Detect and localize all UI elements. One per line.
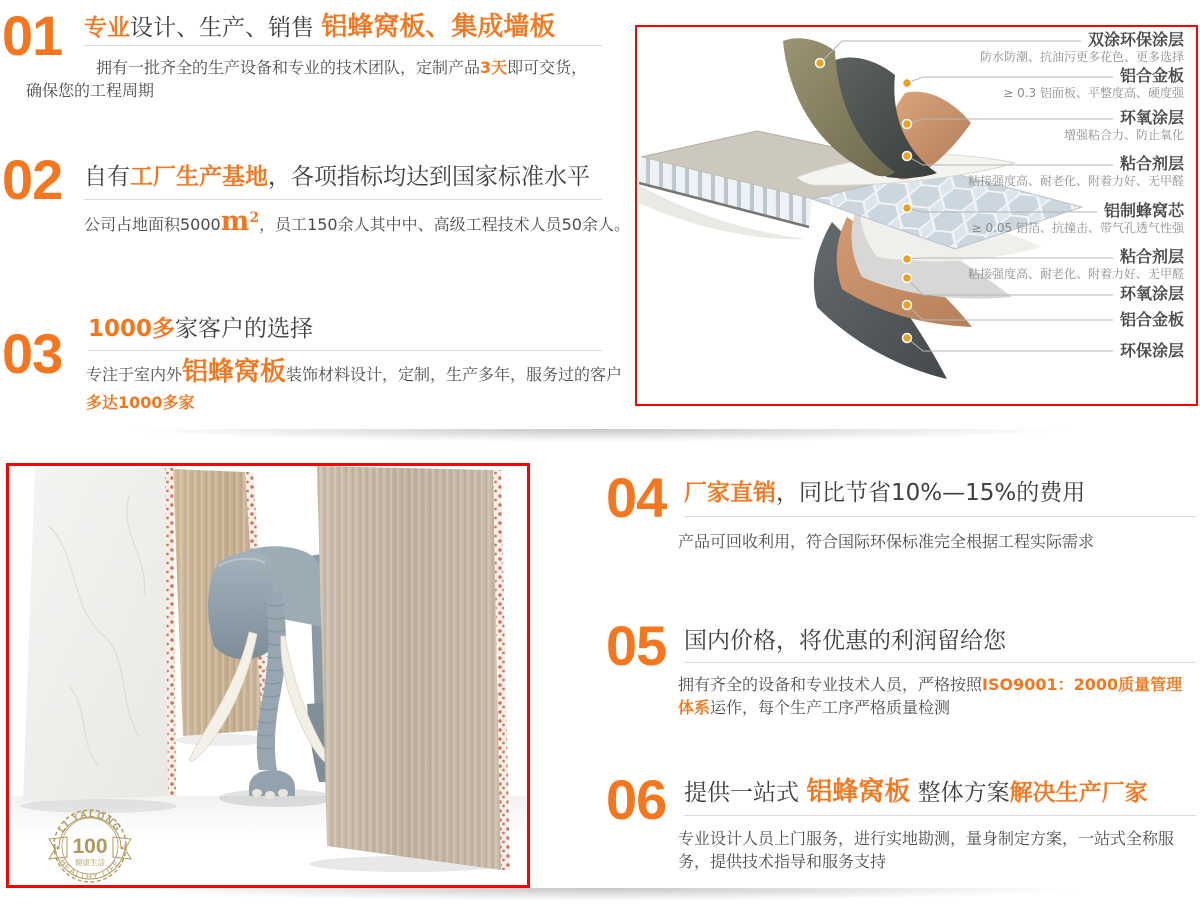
feature-body-01 (26, 56, 598, 102)
body-highlight: 3天 (480, 58, 508, 77)
feature-number-03: 03 (2, 322, 63, 385)
elephant-panels-photo (6, 463, 530, 888)
divider (684, 662, 1196, 663)
feature-title-04 (684, 478, 1085, 508)
layer-subtext: 粘接强度高、耐老化、附着力好、无甲醛 (967, 267, 1184, 281)
body-highlight: ISO9001：2000质量管理体系 (678, 675, 1183, 717)
feature-number-04: 04 (606, 466, 667, 529)
body-highlight: 多达1000多家 (86, 393, 195, 412)
layer-title: 铝合金板 (1119, 310, 1184, 329)
body-text: 产品可回收利用，符合国际环保标准完全根据工程实际需求 (678, 532, 1095, 551)
layer-title: 环氧涂层 (1119, 108, 1184, 127)
title-highlight-big: 铝蜂窝板 (806, 777, 911, 807)
layer-label-9 (1120, 342, 1184, 359)
feature-title-05 (684, 626, 1006, 656)
feature-title-06 (684, 777, 1148, 808)
layer-title: 环氧涂层 (1119, 284, 1184, 303)
layer-title: 铝制蜂窝芯 (1103, 201, 1184, 220)
feature-number-06: 06 (606, 768, 667, 831)
feature-title-01 (84, 12, 555, 43)
sqm-symbol: m (220, 206, 250, 237)
feature-number-02: 02 (2, 148, 63, 211)
title-text: ，各项指标均达到国家标准水平 (268, 164, 590, 190)
feature-number-01: 01 (2, 4, 63, 67)
title-highlight: 专业 (84, 15, 130, 41)
title-text: 自有 (84, 164, 130, 190)
body-text: 拥有一批齐全的生产设备和专业的技术团队，定制产品 (96, 58, 481, 77)
feature-title-02 (84, 162, 590, 192)
body-text: 专业设计人员上门服务，进行实地勘测，量身制定方案，一站式全称服务，提供技术指导和服务支持 (678, 829, 1175, 871)
divider (684, 815, 1196, 816)
sqm-exponent: 2 (249, 210, 260, 226)
layer-label-7 (1120, 285, 1184, 302)
layer-label-6 (968, 248, 1184, 282)
body-text: 装饰材料设计，定制，生产多年，服务过的客户 (286, 365, 623, 384)
layer-title: 铝合金板 (1119, 66, 1184, 85)
layer-label-4 (968, 155, 1184, 189)
divider (88, 350, 602, 351)
divider (84, 45, 602, 46)
feature-body-02 (84, 207, 630, 236)
badge-arc-bottom: HEALTHY LIFE (57, 857, 123, 882)
title-highlight: 厂家直销 (684, 480, 776, 506)
title-highlight: 工厂生产基地 (130, 164, 268, 190)
panel-layers-diagram (635, 25, 1198, 406)
title-highlight-big: 铝蜂窝板、集成墙板 (321, 12, 556, 42)
layer-subtext: ≥ 0.3 铝面板、平整度高、硬度强 (1003, 86, 1184, 100)
layer-subtext: 防水防潮、抗油污更多花色、更多选择 (979, 50, 1184, 64)
layer-title: 双涂环保涂层 (1087, 30, 1184, 49)
feature-body-04 (678, 530, 1094, 553)
section-shadow-divider (0, 888, 1200, 904)
body-text: 拥有齐全的设备和专业技术人员，严格按照 (678, 675, 983, 694)
layer-label-8 (1120, 311, 1184, 328)
feature-body-06 (678, 827, 1198, 873)
title-highlight: 解决生产厂家 (1009, 780, 1148, 806)
layer-label-3 (1064, 109, 1184, 143)
badge-value: 100 (72, 835, 108, 858)
feature-body-05 (678, 673, 1198, 719)
divider (84, 199, 602, 200)
layer-label-5 (972, 202, 1184, 236)
layer-subtext: ≥ 0.05 铝箔、抗撞击、带气孔透气性强 (971, 221, 1184, 235)
layer-label-2 (1003, 67, 1184, 101)
title-text: 整体方案 (910, 780, 1010, 806)
feature-body-03 (86, 356, 622, 415)
layer-title: 环保涂层 (1119, 341, 1184, 360)
title-text: 提供一站式 (684, 780, 807, 806)
section-shadow-divider (10, 429, 1190, 445)
layer-title: 粘合剂层 (1119, 154, 1184, 173)
body-text: 公司占地面积5000 (84, 215, 221, 234)
feature-title-03 (88, 314, 313, 344)
title-text: ，同比节省10%—15%的费用 (776, 480, 1086, 506)
feature-number-05: 05 (606, 614, 667, 677)
layer-title: 粘合剂层 (1119, 247, 1184, 266)
title-text: 国内价格，将优惠的利润留给您 (684, 628, 1006, 654)
layer-subtext: 粘接强度高、耐老化、附着力好、无甲醛 (967, 174, 1184, 188)
badge-arc-top: LI YALONG (56, 808, 124, 835)
title-text: 家客户的选择 (175, 316, 314, 342)
layer-subtext: 增强粘合力、防止氧化 (1063, 128, 1184, 142)
body-text: ，员工150余人其中中、高级工程技术人员50余人。 (259, 215, 630, 234)
badge-cn-text: 健康生活 (75, 858, 105, 867)
body-text: 专注于室内外 (86, 365, 183, 384)
title-text: 设计、生产、销售 (130, 15, 322, 41)
body-text: 即可交货，确保您的工程周期 (26, 58, 588, 100)
layer-label-1 (980, 31, 1184, 65)
divider (684, 516, 1196, 517)
elephant-panels-illustration (9, 466, 527, 885)
body-highlight-big: 铝蜂窝板 (182, 357, 287, 387)
title-highlight: 1000多 (88, 316, 176, 342)
body-text: 运作，每个生产工序严格质量检测 (710, 698, 951, 717)
